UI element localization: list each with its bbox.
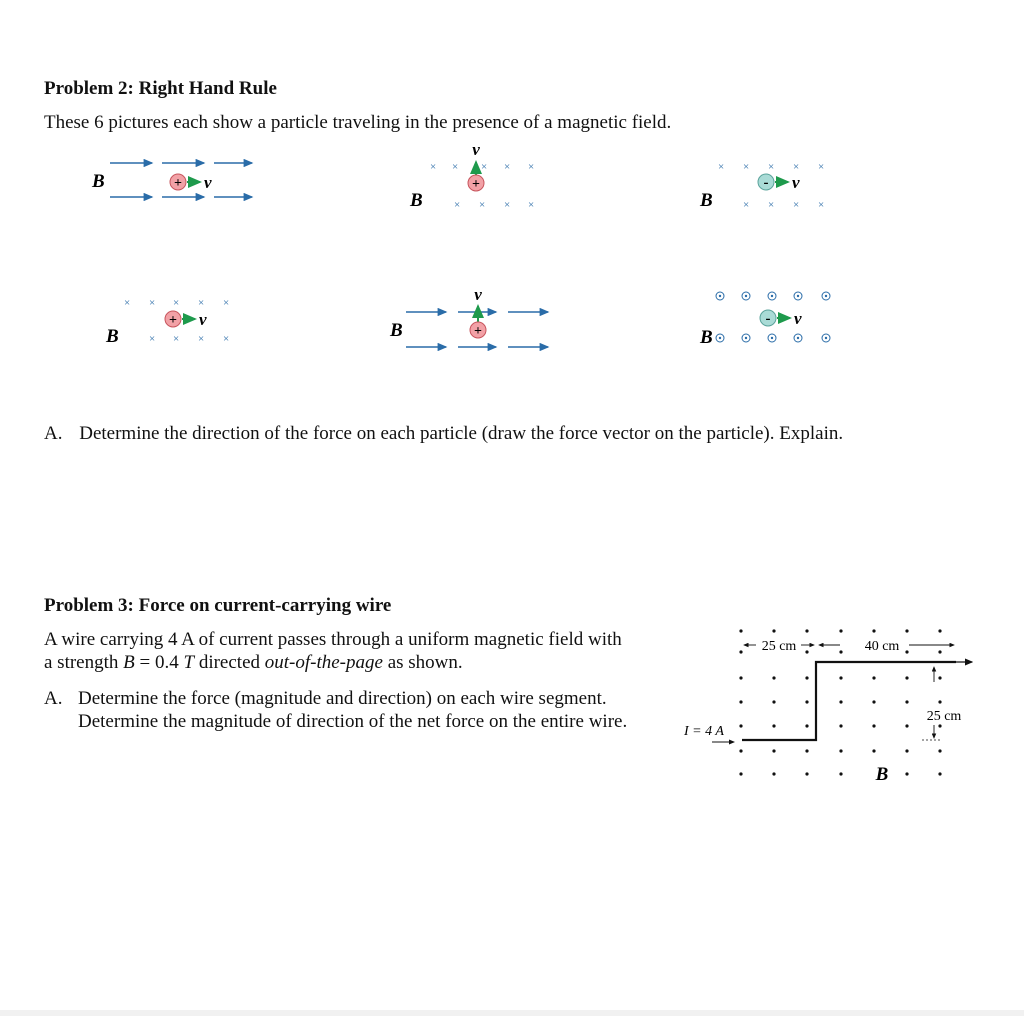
svg-text:×: ×	[430, 161, 437, 173]
part-line1: Determine the force (magnitude and direction) on each wire segment.	[78, 688, 607, 709]
svg-text:×: ×	[528, 199, 535, 211]
velocity-label: v	[474, 285, 482, 304]
current-label: I = 4 A	[684, 724, 724, 739]
svg-text:×: ×	[793, 161, 800, 173]
diagram-1	[80, 148, 280, 210]
charge-sign: -	[765, 311, 771, 327]
field-label: B	[700, 327, 713, 348]
field-label: B	[106, 326, 119, 347]
velocity-label: v	[199, 310, 207, 329]
svg-text:×: ×	[504, 161, 511, 173]
svg-text:×: ×	[528, 161, 535, 173]
problem-3-heading: Problem 3: Force on current-carrying wire	[44, 595, 392, 616]
diagram-3	[696, 154, 846, 214]
diagram-4	[100, 290, 250, 350]
page-bottom-edge	[0, 1010, 1024, 1016]
svg-text:×: ×	[793, 199, 800, 211]
svg-text:×: ×	[818, 161, 825, 173]
svg-text:×: ×	[452, 161, 459, 173]
charge-sign: +	[174, 176, 182, 191]
problem-2-heading: Problem 2: Right Hand Rule	[44, 78, 277, 99]
svg-text:×: ×	[173, 297, 180, 309]
svg-text:×: ×	[481, 161, 488, 173]
diagram-2	[400, 138, 560, 214]
part-line2: Determine the magnitude of direction of the net force on the entire wire.	[78, 711, 628, 732]
field-label: B	[92, 171, 105, 192]
part-letter: A.	[44, 688, 63, 709]
charge-sign: +	[474, 324, 482, 339]
svg-text:×: ×	[124, 297, 131, 309]
svg-text:×: ×	[149, 297, 156, 309]
wire-diagram	[678, 612, 978, 792]
problem-3-desc-line2: a strength B = 0.4 T directed out-of-the-page as shown.	[44, 652, 463, 673]
svg-text:×: ×	[223, 297, 230, 309]
field-label: B	[700, 190, 713, 211]
svg-text:×: ×	[818, 199, 825, 211]
charge-sign: +	[169, 313, 177, 328]
svg-text:×: ×	[504, 199, 511, 211]
diagram-5	[380, 284, 560, 356]
svg-text:×: ×	[223, 333, 230, 345]
svg-text:×: ×	[768, 199, 775, 211]
svg-text:×: ×	[743, 199, 750, 211]
svg-text:×: ×	[479, 199, 486, 211]
length-40cm: 40 cm	[864, 639, 900, 654]
velocity-label: v	[794, 309, 802, 328]
length-25cm-horizontal: 25 cm	[761, 639, 797, 654]
velocity-label: v	[472, 140, 480, 159]
problem-3-desc-line1: A wire carrying 4 A of current passes through a uniform magnetic field with	[44, 629, 622, 650]
field-label: B	[390, 320, 403, 341]
part-letter: A.	[44, 423, 63, 444]
part-text: Determine the direction of the force on each particle (draw the force vector on the particle). Explain.	[79, 423, 844, 444]
svg-text:×: ×	[743, 161, 750, 173]
velocity-label: v	[204, 173, 212, 192]
problem-3-part-a	[44, 688, 628, 732]
field-label: B	[410, 190, 423, 211]
svg-text:×: ×	[198, 297, 205, 309]
velocity-label: v	[792, 173, 800, 192]
svg-text:×: ×	[149, 333, 156, 345]
problem-2-intro: These 6 pictures each show a particle traveling in the presence of a magnetic field.	[44, 112, 672, 133]
svg-text:×: ×	[173, 333, 180, 345]
problem-2-part-a	[44, 423, 843, 445]
svg-text:×: ×	[768, 161, 775, 173]
charge-sign: +	[472, 177, 480, 192]
length-25cm-vertical: 25 cm	[926, 709, 962, 724]
svg-text:×: ×	[454, 199, 461, 211]
svg-text:×: ×	[198, 333, 205, 345]
diagram-6	[696, 286, 846, 350]
field-label: B	[875, 764, 889, 785]
svg-text:×: ×	[718, 161, 725, 173]
charge-sign: -	[763, 175, 769, 191]
